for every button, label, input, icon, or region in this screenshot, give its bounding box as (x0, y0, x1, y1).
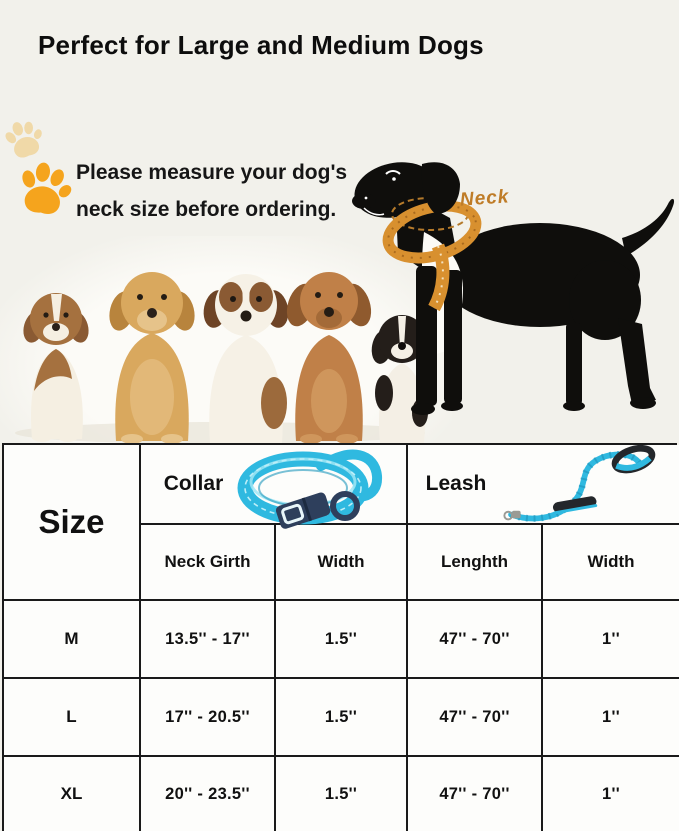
collar-product-image (233, 438, 383, 530)
leash-label: Leash (425, 472, 487, 495)
subheader-collar-width: Width (274, 523, 406, 599)
l-leash-length: 47'' - 70'' (406, 677, 541, 755)
m-leash-length: 47'' - 70'' (406, 599, 541, 677)
row-size-m: M (4, 599, 139, 677)
measure-note-line2: neck size before ordering. (76, 198, 337, 221)
puppy-brown-white (20, 293, 92, 442)
size-header-cell: Size (4, 445, 139, 599)
collar-label: Collar (163, 472, 224, 495)
m-collar-width: 1.5'' (274, 599, 406, 677)
paw-print-faded-icon (0, 115, 49, 165)
paw-print-icon (12, 158, 75, 221)
m-neck-girth: 13.5'' - 17'' (139, 599, 274, 677)
puppy-golden (106, 272, 199, 444)
size-table (2, 443, 677, 831)
measure-note-line1: Please measure your dog's (76, 161, 348, 184)
page-title: Perfect for Large and Medium Dogs (38, 30, 484, 60)
xl-leash-length: 47'' - 70'' (406, 755, 541, 831)
dog-silhouette-with-measuring-tape (350, 148, 675, 420)
subheader-leash-length: Lenghth (406, 523, 541, 599)
subheader-neck-girth: Neck Girth (139, 523, 274, 599)
collar-group-header (139, 445, 406, 523)
row-size-xl: XL (4, 755, 139, 831)
neck-callout-label: Neck (459, 186, 511, 211)
xl-leash-width: 1'' (541, 755, 679, 831)
l-leash-width: 1'' (541, 677, 679, 755)
xl-neck-girth: 20'' - 23.5'' (139, 755, 274, 831)
leash-group-header (406, 445, 679, 523)
leash-product-image (496, 440, 661, 528)
puppy-st-bernard (200, 274, 291, 446)
m-leash-width: 1'' (541, 599, 679, 677)
xl-collar-width: 1.5'' (274, 755, 406, 831)
row-size-l: L (4, 677, 139, 755)
l-collar-width: 1.5'' (274, 677, 406, 755)
subheader-leash-width: Width (541, 523, 679, 599)
l-neck-girth: 17'' - 20.5'' (139, 677, 274, 755)
